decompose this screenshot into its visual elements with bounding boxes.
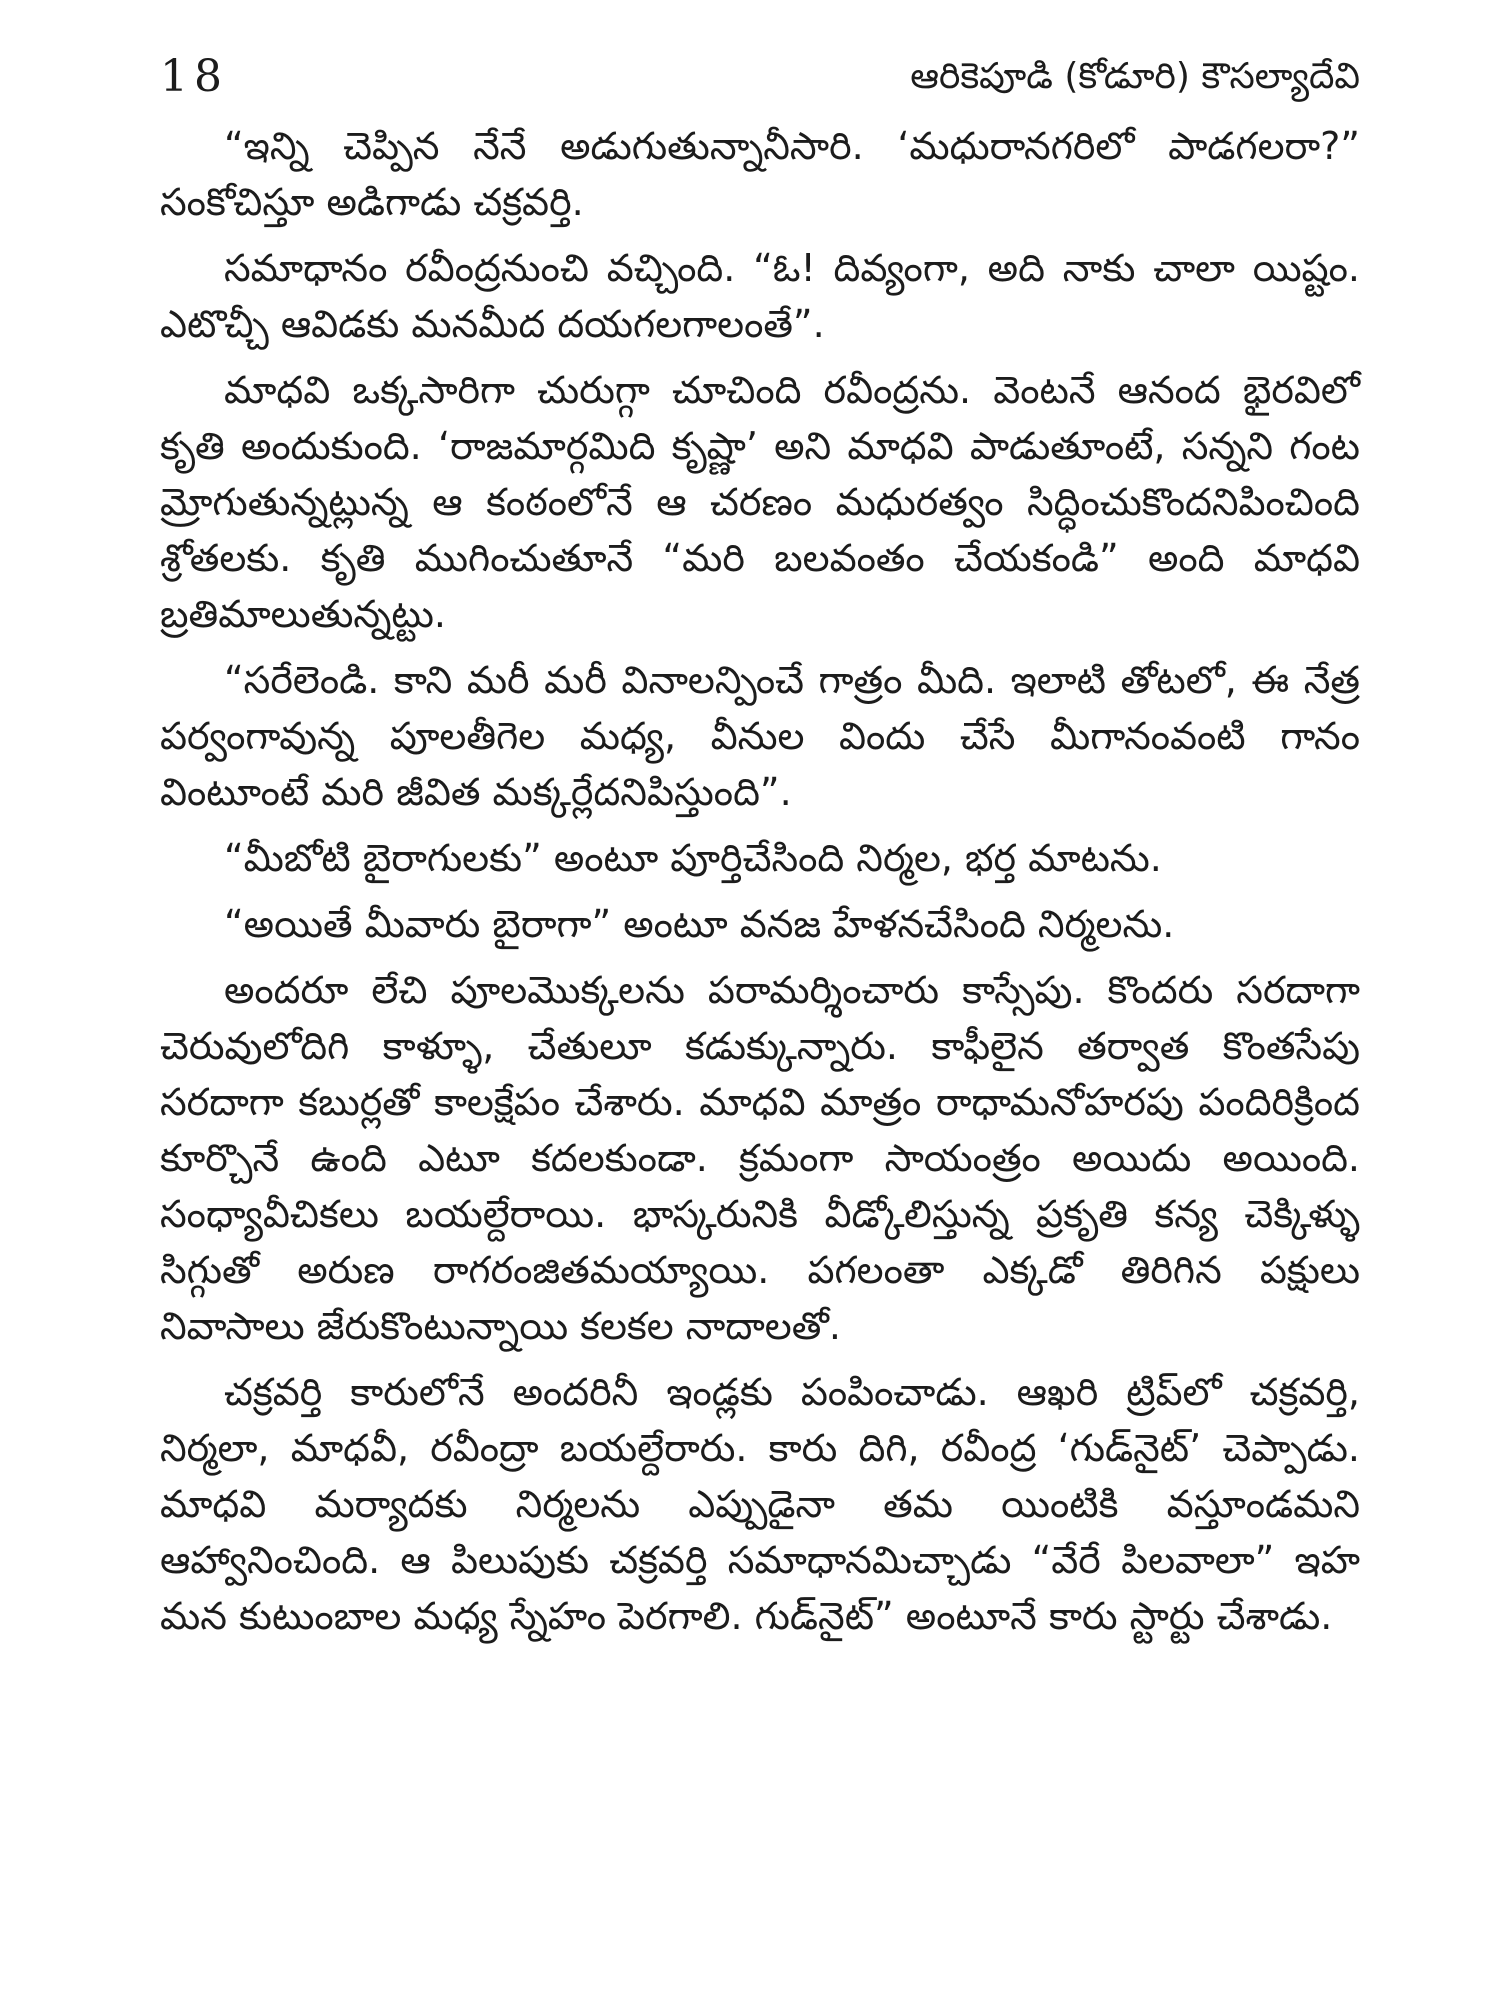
paragraph-3: మాధవి ఒక్కసారిగా చురుగ్గా చూచింది రవీంద్రను. వెంటనే ఆనంద భైరవిలో కృతి అందుకుంది. ‘రాజమార్గమిది కృష్ణా’ అని మాధవి పాడుతూంటే, సన్నని గంట మ్రోగుతున్నట్లున్న ఆ కంఠంలోనే ఆ చరణం మధురత్వం సిద్ధించుకొందనిపించింది శ్రోతలకు. కృతి ముగించుతూనే “మరి బలవంతం చేయకండి” అంది మాధవి బ్రతిమాలుతున్నట్టు. xyxy=(160,368,1360,636)
paragraph-2: సమాధానం రవీంద్రనుంచి వచ్చింది. “ఓ! దివ్యంగా, అది నాకు చాలా యిష్టం. ఎటొచ్చీ ఆవిడకు మనమీద దయగలగాలంతే”. xyxy=(160,246,1360,346)
page-header xyxy=(160,42,1360,112)
paragraph-8: చక్రవర్తి కారులోనే అందరినీ ఇండ్లకు పంపించాడు. ఆఖరి ట్రిప్‌లో చక్రవర్తి, నిర్మలా, మాధవీ, రవీంద్రా బయల్దేరారు. కారు దిగి, రవీంద్ర ‘గుడ్‌నైట్’ చెప్పాడు. మాధవి మర్యాదకు నిర్మలను ఎప్పుడైనా తమ యింటికి వస్తూండమని ఆహ్వానించింది. ఆ పిలుపుకు చక్రవర్తి సమాధానమిచ్చాడు “వేరే పిలవాలా” ఇహ మన కుటుంబాల మధ్య స్నేహం పెరగాలి. గుడ్‌నైట్” అంటూనే కారు స్టార్టు చేశాడు. xyxy=(160,1370,1360,1638)
paragraph-1: “ఇన్ని చెప్పిన నేనే అడుగుతున్నానీసారి. ‘మధురానగరిలో పాడగలరా?” సంకోచిస్తూ అడిగాడు చక్రవర్తి. xyxy=(160,124,1360,224)
paragraph-4: “సరేలెండి. కాని మరీ మరీ వినాలన్పించే గాత్రం మీది. ఇలాటి తోటలో, ఈ నేత్ర పర్వంగావున్న పూలతీగెల మధ్య, వీనుల విందు చేసే మీగానంవంటి గానం వింటూంటే మరి జీవిత మక్కర్లేదనిపిస్తుంది”. xyxy=(160,658,1360,814)
paragraph-6: “అయితే మీవారు బైరాగా” అంటూ వనజ హేళనచేసింది నిర్మలను. xyxy=(224,902,1175,946)
paragraph-5: “మీబోటి బైరాగులకు” అంటూ పూర్తిచేసింది నిర్మల, భర్త మాటను. xyxy=(224,836,1162,880)
page-number: 18 xyxy=(160,51,228,102)
paragraph-7: అందరూ లేచి పూలమొక్కలను పరామర్శించారు కాస్సేపు. కొందరు సరదాగా చెరువులోదిగి కాళ్ళూ, చేతులూ కడుక్కున్నారు. కాఫీలైన తర్వాత కొంతసేపు సరదాగా కబుర్లతో కాలక్షేపం చేశారు. మాధవి మాత్రం రాధామనోహరపు పందిరిక్రింద కూర్చొనే ఉంది ఎటూ కదలకుండా. క్రమంగా సాయంత్రం అయిదు అయింది. సంధ్యావీచికలు బయల్దేరాయి. భాస్కరునికి వీడ్కోలిస్తున్న ప్రకృతి కన్య చెక్కిళ్ళు సిగ్గుతో అరుణ రాగరంజితమయ్యాయి. పగలంతా ఎక్కడో తిరిగిన పక్షులు నివాసాలు జేరుకొంటున్నాయి కలకల నాదాలతో. xyxy=(160,968,1360,1348)
running-title: ఆరికెపూడి (కోడూరి) కౌసల్యాదేవి xyxy=(910,56,1360,97)
body-text xyxy=(160,118,1360,1644)
